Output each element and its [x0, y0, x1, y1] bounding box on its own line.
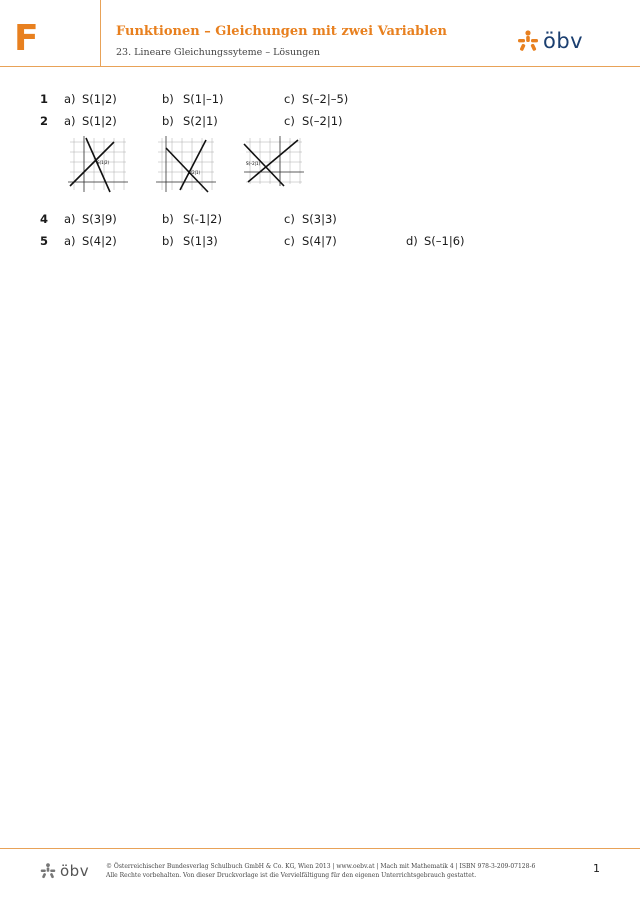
exercise-number: 4	[40, 212, 49, 226]
footer-line-2: Alle Rechte vorbehalten. Von dieser Druckvorlage ist die Vervielfältigung für den eigenen Unterrichtsgebrauch gestattet.	[106, 872, 477, 879]
answer-value: S(3|3)	[302, 212, 337, 226]
answer-value: S(1|3)	[183, 234, 218, 248]
page-subtitle: 23. Lineare Gleichungssyteme – Lösungen	[116, 47, 321, 58]
graph-2a	[64, 134, 130, 194]
intersection-label: S(1|2)	[97, 160, 110, 165]
answer-label: b)	[162, 114, 174, 128]
graph-2b	[152, 134, 218, 194]
answer-label: b)	[162, 212, 174, 226]
header-divider	[100, 0, 101, 66]
answer-value: S(4|2)	[82, 234, 117, 248]
footer-logo-text: öbv	[60, 862, 90, 880]
answer-label: d)	[406, 234, 418, 248]
answer-value: S(-1|2)	[183, 212, 222, 226]
answer-value: S(3|9)	[82, 212, 117, 226]
answer-value: S(1|2)	[82, 92, 117, 106]
answer-value: S(–2|1)	[302, 114, 343, 128]
footer-copyright	[106, 862, 535, 880]
answer-label: a)	[64, 234, 76, 248]
intersection-label: S(2|1)	[188, 170, 201, 175]
answer-value: S(2|1)	[183, 114, 218, 128]
answer-label: b)	[162, 92, 174, 106]
star-icon	[517, 30, 539, 52]
header-rule	[0, 66, 640, 67]
answer-label: c)	[284, 234, 295, 248]
publisher-logo	[517, 29, 583, 53]
exercise-number: 5	[40, 234, 49, 248]
logo-text: öbv	[543, 29, 584, 53]
answer-label: b)	[162, 234, 174, 248]
answer-label: c)	[284, 114, 295, 128]
answer-label: c)	[284, 92, 295, 106]
answer-label: c)	[284, 212, 295, 226]
page-title: Funktionen – Gleichungen mit zwei Variablen	[116, 24, 447, 39]
intersection-label: S(–2|1)	[246, 161, 261, 166]
graph-2c	[240, 134, 306, 188]
footer-logo	[40, 862, 89, 880]
answer-label: a)	[64, 114, 76, 128]
answer-label: a)	[64, 212, 76, 226]
answer-label: a)	[64, 92, 76, 106]
chapter-letter: F	[14, 18, 39, 59]
answer-value: S(1|2)	[82, 114, 117, 128]
answer-value: S(–2|–5)	[302, 92, 349, 106]
answer-value: S(–1|6)	[424, 234, 465, 248]
star-icon	[40, 863, 56, 879]
answer-value: S(4|7)	[302, 234, 337, 248]
exercise-number: 2	[40, 114, 49, 128]
footer-line-1: © Österreichischer Bundesverlag Schulbuch GmbH & Co. KG, Wien 2013 | www.oebv.at | Mach mit Mathematik 4 | ISBN 978-3-209-07128-6	[106, 863, 536, 870]
exercise-number: 1	[40, 92, 49, 106]
answer-value: S(1|–1)	[183, 92, 224, 106]
page-number: 1	[593, 862, 600, 875]
footer-rule	[0, 848, 640, 849]
